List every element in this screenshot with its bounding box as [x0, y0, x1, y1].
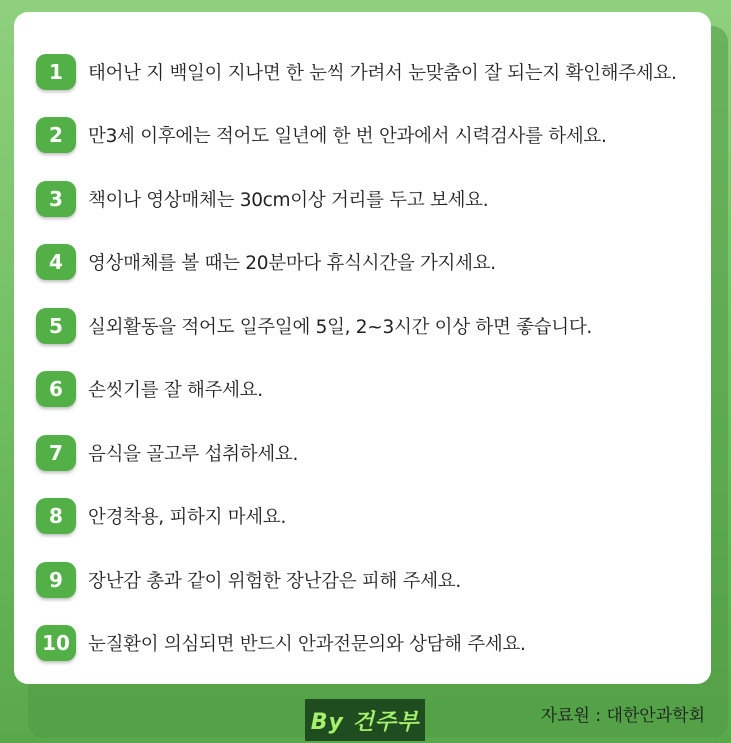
tip-text: 장난감 총과 같이 위험한 장난감은 피해 주세요. — [88, 571, 461, 592]
tip-number-badge: 8 — [36, 498, 76, 534]
tip-item-10 — [36, 623, 526, 663]
brand-text: By 건주부 — [310, 709, 420, 735]
tip-item-6 — [36, 369, 263, 409]
tip-number-badge: 1 — [36, 54, 76, 90]
tip-text: 눈질환이 의심되면 반드시 안과전문의와 상담해 주세요. — [88, 634, 526, 655]
tip-text: 책이나 영상매체는 30cm이상 거리를 두고 보세요. — [88, 190, 489, 211]
tip-item-2 — [36, 115, 607, 155]
tip-number-badge: 5 — [36, 308, 76, 344]
tips-card — [14, 12, 711, 684]
tip-text: 영상매체를 볼 때는 20분마다 휴식시간을 가지세요. — [88, 253, 496, 274]
tip-number-badge: 7 — [36, 435, 76, 471]
tip-text: 실외활동을 적어도 일주일에 5일, 2~3시간 이상 하면 좋습니다. — [88, 317, 592, 338]
source-credit: 자료원 : 대한안과학회 — [540, 705, 705, 726]
tip-number-badge: 9 — [36, 562, 76, 598]
tip-number-badge: 2 — [36, 117, 76, 153]
tip-number-badge: 6 — [36, 371, 76, 407]
tip-item-8 — [36, 496, 286, 536]
tip-text: 안경착용, 피하지 마세요. — [88, 507, 287, 528]
tip-item-7 — [36, 433, 298, 473]
tip-item-3 — [36, 179, 488, 219]
tip-item-5 — [36, 306, 592, 346]
tip-number-badge: 3 — [36, 181, 76, 217]
tip-text: 태어난 지 백일이 지나면 한 눈씩 가려서 눈맞춤이 잘 되는지 확인해주세요. — [88, 63, 677, 84]
tip-number-badge: 10 — [36, 625, 76, 661]
tip-item-1 — [36, 52, 677, 92]
tip-number-badge: 4 — [36, 244, 76, 280]
tip-text: 만3세 이후에는 적어도 일년에 한 번 안과에서 시력검사를 하세요. — [88, 126, 607, 147]
brand-watermark — [305, 699, 425, 741]
tip-text: 음식을 골고루 섭취하세요. — [88, 444, 299, 465]
tip-text: 손씻기를 잘 해주세요. — [88, 380, 263, 401]
tip-item-9 — [36, 560, 461, 600]
tip-item-4 — [36, 242, 496, 282]
